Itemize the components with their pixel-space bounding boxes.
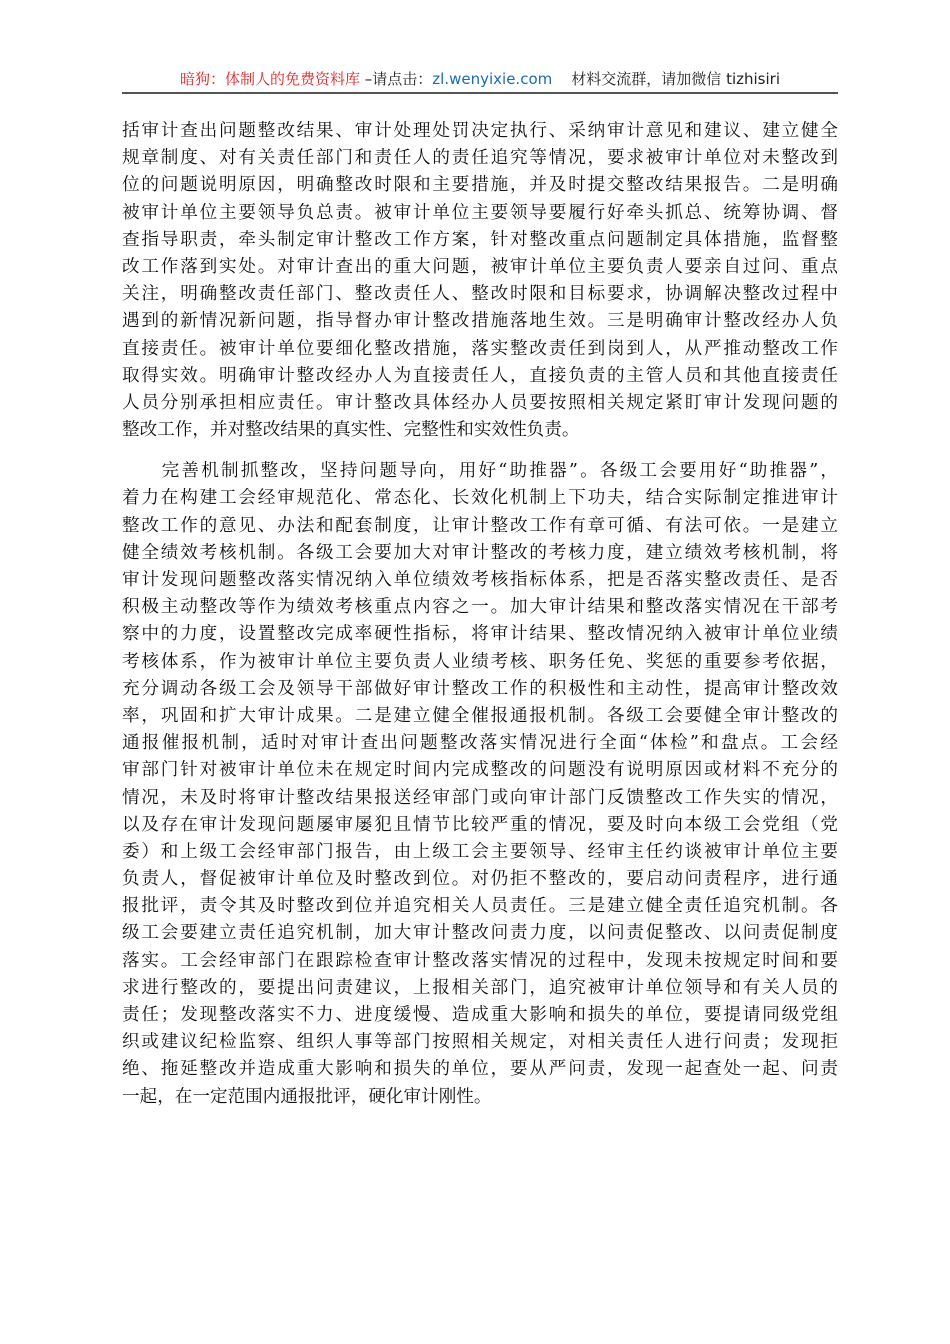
text-line: 整改工作，并对整改结果的真实性、完整性和实效性负责。 bbox=[122, 420, 580, 441]
text-line: 位的问题说明原因，明确整改时限和主要措施，并及时提交整改结果报告。二是明确 bbox=[122, 175, 838, 196]
text-line: 遇到的新情况新问题，指导督办审计整改措施落地生效。三是明确审计整改经办人负 bbox=[122, 311, 838, 332]
header-site-name: 暗狗：体制人的免费资料库 bbox=[180, 70, 361, 88]
text-line: 落实。工会经审部门在跟踪检查审计整改落实情况的过程中，发现未按规定时间和要 bbox=[122, 950, 838, 971]
text-line: 查指导职责，牵头制定审计整改工作方案，针对整改重点问题制定具体措施，监督整 bbox=[122, 229, 838, 250]
text-line: 察中的力度，设置整改完成率硬性指标，将审计结果、整改情况纳入被审计单位业绩 bbox=[122, 624, 838, 645]
header-wechat-note: 材料交流群，请加微信 tizhisiri bbox=[552, 70, 780, 88]
header-site-link[interactable]: zl.wenyixie.com bbox=[432, 70, 553, 88]
paragraph-2 bbox=[122, 458, 838, 1111]
text-line: 以及存在审计发现问题屡审屡犯且情节比较严重的情况，要及时向本级工会党组（党 bbox=[122, 814, 838, 835]
page-header bbox=[122, 68, 838, 94]
text-line: 积极主动整改等作为绩效考核重点内容之一。加大审计结果和整改落实情况在干部考 bbox=[122, 597, 838, 618]
text-line: 规章制度、对有关责任部门和责任人的责任追究等情况，要求被审计单位对未整改到 bbox=[122, 148, 838, 169]
text-line: 绝、拖延整改并造成重大影响和损失的单位，要从严问责，发现一起查处一起、问责 bbox=[122, 1059, 838, 1080]
text-line: 报批评，责令其及时整改到位并追究相关人员责任。三是建立健全责任追究机制。各 bbox=[122, 896, 838, 917]
text-line: 责任；发现整改落实不力、进度缓慢、造成重大影响和损失的单位，要提请同级党组 bbox=[122, 1005, 838, 1025]
text-line: 一起，在一定范围内通报批评，硬化审计刚性。 bbox=[122, 1086, 492, 1107]
text-line: 关注，明确整改责任部门、整改责任人、整改时限和目标要求，协调解决整改过程中 bbox=[122, 284, 838, 305]
text-line: 委）和上级工会经审部门报告，由上级工会主要领导、经审主任约谈被审计单位主要 bbox=[122, 841, 838, 862]
text-line: 充分调动各级工会及领导干部做好审计整改工作的积极性和主动性，提高审计整改效 bbox=[122, 678, 838, 699]
text-line: 率，巩固和扩大审计成果。二是建立健全催报通报机制。各级工会要健全审计整改的 bbox=[122, 705, 838, 726]
text-line: 通报催报机制，适时对审计查出问题整改落实情况进行全面“体检”和盘点。工会经 bbox=[122, 733, 838, 754]
text-line: 括审计查出问题整改结果、审计处理处罚决定执行、采纳审计意见和建议、建立健全 bbox=[122, 121, 838, 141]
text-line: 着力在构建工会经审规范化、常态化、长效化机制上下功夫，结合实际制定推进审计 bbox=[122, 488, 838, 509]
text-line: 求进行整改的，要提出问责建议，上报相关部门，追究被审计单位领导和有关人员的 bbox=[122, 977, 838, 998]
text-line: 审计发现问题整改落实情况纳入单位绩效考核指标体系，把是否落实整改责任、是否 bbox=[122, 570, 838, 590]
text-line: 织或建议纪检监察、组织人事等部门按照相关规定，对相关责任人进行问责；发现拒 bbox=[122, 1032, 838, 1053]
text-line: 直接责任。被审计单位要细化整改措施，落实整改责任到岗到人，从严推动整改工作 bbox=[122, 338, 838, 359]
text-line: 完善机制抓整改，坚持问题导向，用好“助推器”。各级工会要用好“助推器”， bbox=[122, 461, 838, 482]
text-line: 整改工作的意见、办法和配套制度，让审计整改工作有章可循、有法可依。一是建立 bbox=[122, 515, 838, 536]
document-body bbox=[122, 118, 838, 1111]
text-line: 人员分别承担相应责任。审计整改具体经办人员要按照相关规定紧盯审计发现问题的 bbox=[122, 392, 838, 413]
text-line: 审部门针对被审计单位未在规定时间内完成整改的问题没有说明原因或材料不充分的 bbox=[122, 760, 838, 781]
text-line: 取得实效。明确审计整改经办人为直接责任人，直接负责的主管人员和其他直接责任 bbox=[122, 365, 838, 386]
text-line: 考核体系，作为被审计单位主要负责人业绩考核、职务任免、奖惩的重要参考依据， bbox=[122, 651, 838, 672]
text-line: 负责人，督促被审计单位及时整改到位。对仍拒不整改的，要启动问责程序，进行通 bbox=[122, 869, 838, 890]
header-click-prompt: –请点击： bbox=[360, 70, 433, 88]
paragraph-1 bbox=[122, 118, 838, 444]
text-line: 改工作落到实处。对审计查出的重大问题，被审计单位主要负责人要亲自过问、重点 bbox=[122, 256, 838, 277]
text-line: 级工会要建立责任追究机制，加大审计整改问责力度，以问责促整改、以问责促制度 bbox=[122, 923, 838, 944]
text-line: 情况，未及时将审计整改结果报送经审部门或向审计部门反馈整改工作失实的情况， bbox=[122, 787, 838, 808]
text-line: 健全绩效考核机制。各级工会要加大对审计整改的考核力度，建立绩效考核机制，将 bbox=[122, 542, 838, 563]
text-line: 被审计单位主要领导负总责。被审计单位主要领导要履行好牵头抓总、统筹协调、督 bbox=[122, 202, 838, 223]
